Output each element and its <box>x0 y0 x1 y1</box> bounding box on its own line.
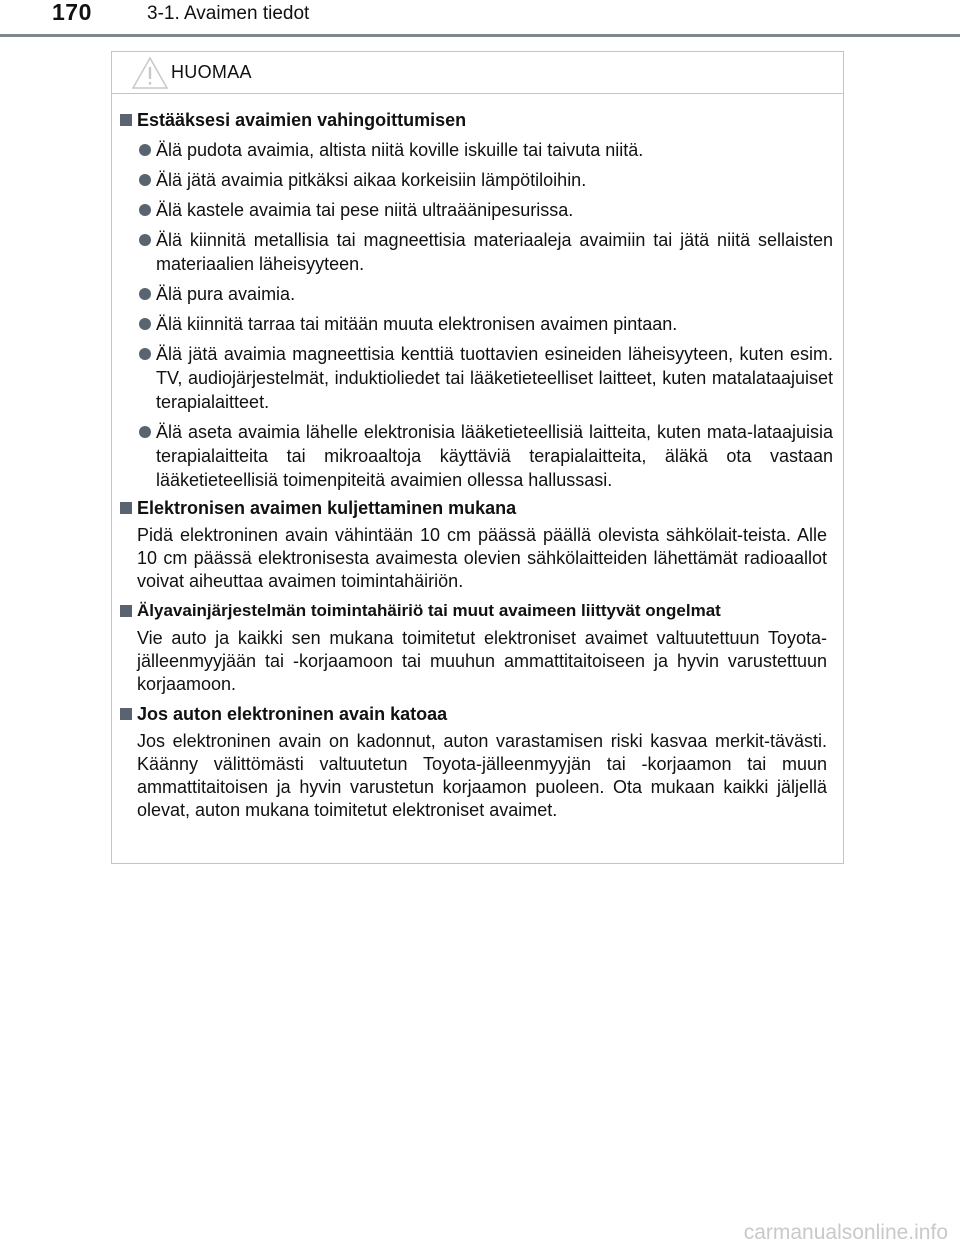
warning-triangle-icon <box>131 56 169 90</box>
notice-box <box>111 51 844 864</box>
section-heading: Estääksesi avaimien vahingoittumisen <box>118 108 843 132</box>
square-bullet-icon <box>120 502 132 514</box>
notice-label: HUOMAA <box>171 62 252 82</box>
list-item: Älä jätä avaimia magneettisia kenttiä tuottavien esineiden läheisyyteen, kuten esim. TV, audiojärjestelmät, induktioliedet tai lääketieteelliset laitteet, kuten matalataajuiset terapialaitteet. <box>137 342 833 414</box>
list-item: Älä kastele avaimia tai pese niitä ultraäänipesurissa. <box>137 198 833 222</box>
list-item: Älä jätä avaimia pitkäksi aikaa korkeisiin lämpötiloihin. <box>137 168 833 192</box>
section-heading: Elektronisen avaimen kuljettaminen mukana <box>118 496 843 520</box>
section-text: Vie auto ja kaikki sen mukana toimitetut elektroniset avaimet valtuutettuun Toyota-jälleenmyyjään tai -korjaamoon tai muuhun ammattitaitoiseen ja hyvin varustettuun korjaamoon. <box>137 628 827 694</box>
list-item: Älä aseta avaimia lähelle elektronisia lääketieteellisiä laitteita, kuten mata-lataajuisia terapialaitteita tai mikroaaltoja käyttäviä terapialaitteita, äläkä ota vastaan lääketieteellisiä toimenpiteitä avaimien ollessa hallussasi. <box>137 420 833 492</box>
square-bullet-icon <box>120 605 132 617</box>
section-text: Jos elektroninen avain on kadonnut, auton varastamisen riski kasvaa merkit-tävästi. Käänny välittömästi valtuutetun Toyota-jälleenmyyjän tai -korjaamon tai muun ammattitaitoisen ja hyvin varustetun korjaamon puoleen. Ota mukaan kaikki jäljellä olevat, auton mukana toimitetut elektroniset avaimet. <box>137 731 827 820</box>
page-number: 170 <box>52 0 92 25</box>
notice-header <box>112 52 843 94</box>
round-bullet-icon <box>139 174 151 186</box>
round-bullet-icon <box>139 204 151 216</box>
list-item: Älä kiinnitä tarraa tai mitään muuta elektronisen avaimen pintaan. <box>137 312 833 336</box>
section-heading: Jos auton elektroninen avain katoaa <box>118 702 843 726</box>
section-title: 3-1. Avaimen tiedot <box>147 3 310 24</box>
square-bullet-icon <box>120 114 132 126</box>
round-bullet-icon <box>139 426 151 438</box>
round-bullet-icon <box>139 318 151 330</box>
header-rule <box>0 34 960 37</box>
list-item: Älä kiinnitä metallisia tai magneettisia materiaaleja avaimiin tai jätä niitä sellaisten materiaalien läheisyyteen. <box>137 228 833 276</box>
list-item: Älä pudota avaimia, altista niitä koville iskuille tai taivuta niitä. <box>137 138 833 162</box>
round-bullet-icon <box>139 348 151 360</box>
notice-content <box>112 108 843 822</box>
page-header <box>0 0 960 36</box>
round-bullet-icon <box>139 234 151 246</box>
section-text: Pidä elektroninen avain vähintään 10 cm päässä päällä olevista sähkölait-teista. Alle 10 cm päässä elektronisesta avaimesta olevien sähkölaitteiden lähettämät radioaallot voivat aiheuttaa avaimen toimintahäiriön. <box>137 525 827 591</box>
round-bullet-icon <box>139 144 151 156</box>
square-bullet-icon <box>120 708 132 720</box>
round-bullet-icon <box>139 288 151 300</box>
watermark: carmanualsonline.info <box>743 1221 948 1244</box>
section-heading: Älyavainjärjestelmän toimintahäiriö tai muut avaimeen liittyvät ongelmat <box>118 599 843 623</box>
list-item: Älä pura avaimia. <box>137 282 833 306</box>
